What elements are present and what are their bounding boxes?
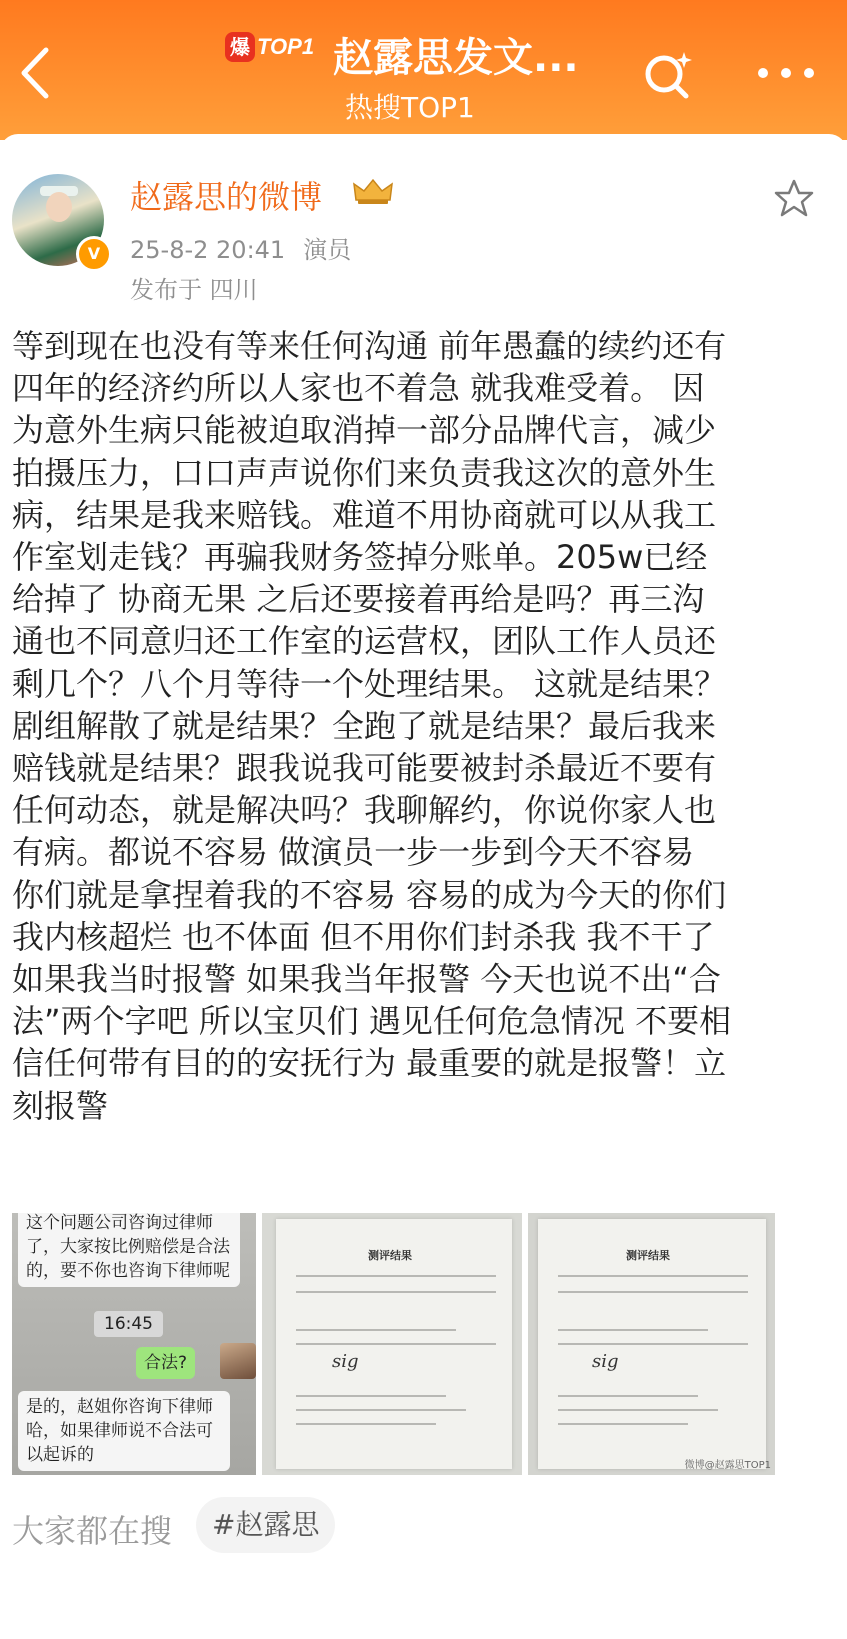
- back-button[interactable]: [12, 42, 60, 104]
- chat-bubble-incoming: 这个问题公司咨询过律师了，大家按比例赔偿是合法的，要不你也咨询下律师呢: [18, 1213, 240, 1287]
- signature: sig: [592, 1351, 619, 1372]
- post-line: 给掉了 协商无果 之后还要接着再给是吗？再三沟: [12, 580, 705, 619]
- post-line: 剧组解散了就是结果？全跑了就是结果？最后我来: [12, 706, 717, 745]
- image-watermark: 微博@赵露思TOP1: [684, 1460, 771, 1471]
- document-rule: [558, 1423, 688, 1425]
- document-title: 测评结果: [626, 1249, 670, 1262]
- post-line: 四年的经济约所以人家也不着急 就我难受着。 因: [12, 369, 705, 408]
- chat-bubble-incoming: 是的，赵姐你咨询下律师哈，如果律师说不合法可以起诉的: [18, 1391, 230, 1471]
- hot-search-header: [0, 0, 847, 140]
- hot-badge-icon: 爆: [225, 32, 255, 62]
- post-line: 等到现在也没有等来任何沟通 前年愚蠢的续约还有: [12, 327, 727, 365]
- document-rule: [558, 1343, 748, 1345]
- post-line: 病，结果是我来赔钱。难道不用协商就可以从我工: [12, 495, 717, 534]
- rank-badge: TOP1: [257, 34, 315, 59]
- crown-badge-icon[interactable]: [352, 178, 394, 206]
- chevron-left-icon: [12, 42, 60, 104]
- post-line: 刻报警: [12, 1086, 109, 1125]
- post-meta: [130, 230, 351, 265]
- document-rule: [296, 1291, 496, 1293]
- document-image-1[interactable]: [262, 1213, 522, 1475]
- verified-badge-icon: V: [76, 236, 112, 272]
- post-line: 我内核超烂 也不体面 但不用你们封杀我 我不干了: [12, 917, 715, 956]
- post-line: 如果我当时报警 如果我当年报警 今天也说不出“合: [12, 960, 721, 999]
- star-icon: [774, 178, 814, 218]
- post-line: 信任何带有目的的安抚行为 最重要的就是报警！立: [12, 1044, 727, 1083]
- post-line: 你们就是拿捏着我的不容易 容易的成为今天的你们: [12, 875, 727, 914]
- document-rule: [558, 1395, 698, 1397]
- header-title: 赵露思发文...: [333, 35, 579, 81]
- header-subtitle: 热搜TOP1: [345, 91, 475, 124]
- chat-timestamp: 16:45: [94, 1311, 163, 1337]
- more-dots-icon: [755, 58, 817, 88]
- document-rule: [558, 1409, 718, 1411]
- more-button[interactable]: [755, 58, 817, 88]
- document-title: 测评结果: [368, 1249, 412, 1262]
- document-page: [538, 1219, 766, 1469]
- trending-search-label: 大家都在搜: [12, 1512, 173, 1550]
- chat-bubble-outgoing: 合法?: [136, 1347, 195, 1379]
- signature: sig: [332, 1351, 359, 1372]
- post-content: [12, 325, 837, 1127]
- post-line: 剩几个？八个月等待一个处理结果。 这就是结果？: [12, 664, 727, 703]
- document-rule: [296, 1275, 496, 1277]
- post-line: 拍摄压力，口口声声说你们来负责我这次的意外生: [12, 453, 717, 492]
- document-rule: [296, 1395, 446, 1397]
- favorite-button[interactable]: [774, 178, 814, 218]
- post-role: 演员: [303, 236, 352, 264]
- search-sparkle-icon: [640, 46, 696, 102]
- post-location: 发布于 四川: [130, 276, 258, 304]
- post-line: 法”两个字吧 所以宝贝们 遇见任何危急情况 不要相: [12, 1002, 732, 1041]
- search-button[interactable]: [640, 46, 696, 102]
- post-line: 为意外生病只能被迫取消掉一部分品牌代言，减少: [12, 411, 717, 450]
- post-line: 赔钱就是结果？跟我说我可能要被封杀最近不要有: [12, 749, 717, 788]
- username[interactable]: 赵露思的微博: [130, 178, 323, 216]
- chat-avatar: [220, 1343, 256, 1379]
- document-rule: [296, 1409, 466, 1411]
- document-rule: [558, 1329, 708, 1331]
- document-rule: [296, 1329, 456, 1331]
- post-line: 作室划走钱？再骗我财务签掉分账单。205w已经: [12, 538, 708, 577]
- chat-screenshot-image[interactable]: [12, 1213, 256, 1475]
- document-rule: [558, 1291, 748, 1293]
- header-title-group: [215, 26, 635, 126]
- document-page: [276, 1219, 512, 1469]
- post-line: 有病。都说不容易 做演员一步一步到今天不容易: [12, 833, 695, 872]
- topic-tag[interactable]: #赵露思: [196, 1497, 335, 1553]
- post-timestamp: 25-8-2 20:41: [130, 236, 286, 264]
- document-rule: [296, 1343, 496, 1345]
- avatar-face: [46, 192, 72, 222]
- document-image-2[interactable]: [528, 1213, 775, 1475]
- post-line: 任何动态，就是解决吗？我聊解约，你说你家人也: [12, 791, 717, 830]
- document-rule: [296, 1423, 436, 1425]
- post-line: 通也不同意归还工作室的运营权，团队工作人员还: [12, 622, 717, 661]
- document-rule: [558, 1275, 748, 1277]
